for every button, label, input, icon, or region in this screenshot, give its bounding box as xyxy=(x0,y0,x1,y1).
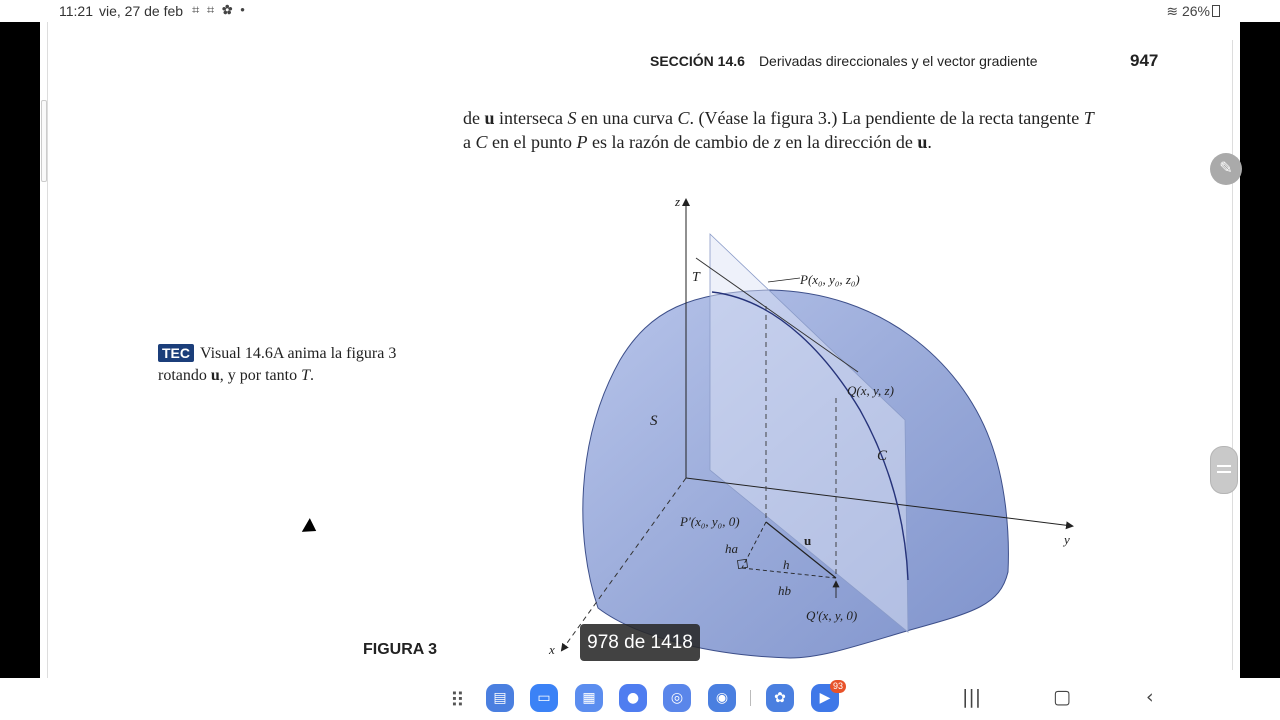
tec-margin-note: TEC Visual 14.6A anima la figura 3 rotando u, y por tanto T. xyxy=(158,345,397,384)
label-C: C xyxy=(877,448,888,464)
recent-apps-icon[interactable]: ||| xyxy=(962,686,982,708)
video-app-icon[interactable]: ▶ xyxy=(811,684,839,712)
label-T: T xyxy=(692,270,700,285)
dock-separator xyxy=(750,690,751,706)
status-date: vie, 27 de feb xyxy=(99,3,184,19)
label-hb: hb xyxy=(778,583,791,598)
navigation-bar xyxy=(0,678,1280,720)
label-ha: ha xyxy=(725,541,738,556)
tec-badge: TEC xyxy=(158,344,194,362)
label-S: S xyxy=(650,413,658,429)
back-icon[interactable]: ‹ xyxy=(1146,686,1154,708)
label-x: x xyxy=(549,642,555,657)
label-z: z xyxy=(675,194,681,209)
status-time: 11:21 xyxy=(59,3,93,19)
chrome-app-icon[interactable]: ◎ xyxy=(663,684,691,712)
label-P: P(x₀, y₀, z₀) xyxy=(800,272,860,287)
notes-app-icon[interactable]: ▤ xyxy=(486,684,514,712)
label-y: y xyxy=(1064,532,1070,547)
label-u: u xyxy=(804,533,812,548)
page-number: 947 xyxy=(1130,51,1159,70)
edit-pen-button[interactable] xyxy=(1210,153,1242,185)
section-title: Derivadas direccionales y el vector gradiente xyxy=(758,53,1038,69)
app-drawer-icon[interactable]: ⠿ xyxy=(450,688,465,712)
pen-icon: ✎ xyxy=(1219,160,1233,177)
notification-badge: 93 xyxy=(830,680,846,693)
messages-app-icon[interactable]: ● xyxy=(619,684,647,712)
label-h: h xyxy=(783,557,790,572)
page-indicator: 978 de 1418 xyxy=(580,624,700,661)
settings-app-icon[interactable]: ✿ xyxy=(766,684,794,712)
label-Q: Q(x, y, z) xyxy=(847,383,894,398)
label-Qprime: Q′(x, y, 0) xyxy=(806,608,858,623)
battery-level: 26% xyxy=(1181,3,1210,19)
notification-icons: ⌗ ⌗ ✿ • xyxy=(192,2,247,17)
wifi-icon: ≋ xyxy=(1166,3,1179,19)
camera-app-icon[interactable]: ◉ xyxy=(708,684,736,712)
files-app-icon[interactable]: ▭ xyxy=(530,684,558,712)
home-icon[interactable]: ▢ xyxy=(1053,686,1071,708)
figure-caption: FIGURA 3 xyxy=(363,641,438,658)
section-label: SECCIÓN 14.6 xyxy=(650,53,745,69)
label-Pprime: P′(x₀, y₀, 0) xyxy=(680,514,740,529)
body-paragraph: de u interseca S en una curva C. (Véase la figura 3.) La pendiente de la recta tangente T a C en el punto P es la razón de cambio de z en la dirección de u. xyxy=(463,108,1094,152)
calendar-app-icon[interactable]: ▦ xyxy=(575,684,603,712)
scroll-handle[interactable] xyxy=(1210,446,1238,494)
